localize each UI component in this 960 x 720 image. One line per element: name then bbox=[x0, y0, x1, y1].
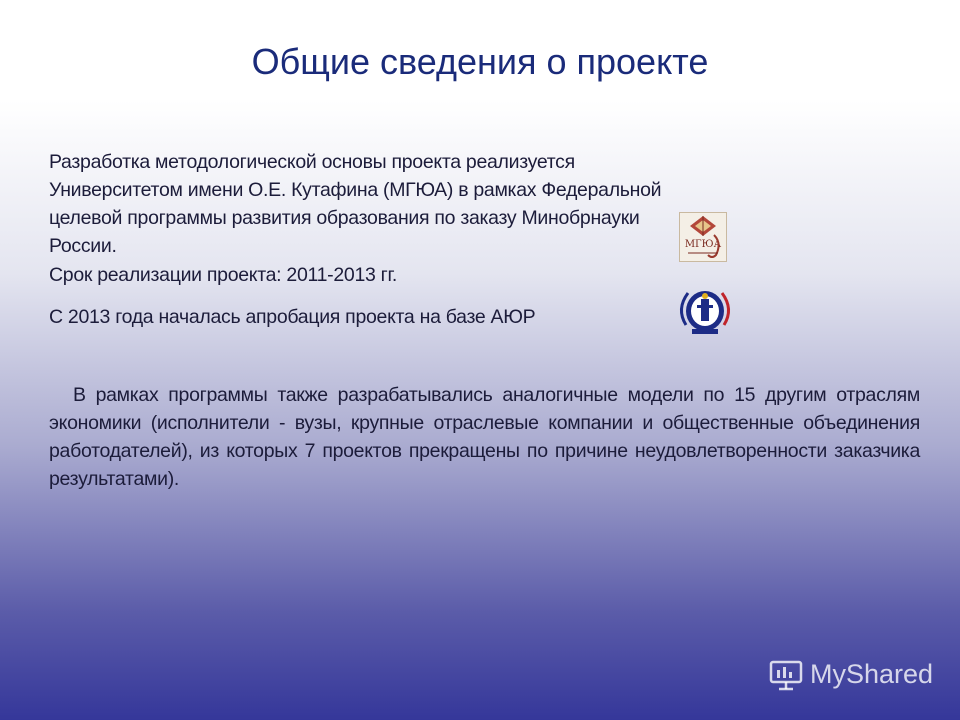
paragraph-development: Разработка методологической основы проекта реализуется Университетом имени О.Е. Кутафина (МГЮА) в рамках Федеральной целевой программы развития образования по заказу Минобрнауки России. bbox=[49, 151, 662, 257]
ayur-emblem bbox=[672, 285, 738, 339]
paragraph-approbation: С 2013 года началась апробация проекта на базе АЮР bbox=[49, 306, 536, 328]
paragraph-other-industries: В рамках программы также разрабатывались аналогичные модели по 15 другим отраслям экономики (исполнители - вузы, крупные отраслевые компании и общественные объединения работодателей), из которых 7 проектов прекращены по причине неудовлетворенности заказчика результатами). bbox=[49, 384, 920, 490]
slide-title: Общие сведения о проекте bbox=[251, 41, 709, 82]
watermark-label: MyShared bbox=[810, 658, 934, 689]
mgua-logo bbox=[679, 212, 727, 262]
mgua-logo-text: МГЮА bbox=[684, 239, 722, 250]
presentation-board-icon bbox=[768, 656, 804, 692]
paragraph-term: Срок реализации проекта: 2011-2013 гг. bbox=[49, 264, 398, 286]
myshared-watermark bbox=[768, 654, 933, 694]
